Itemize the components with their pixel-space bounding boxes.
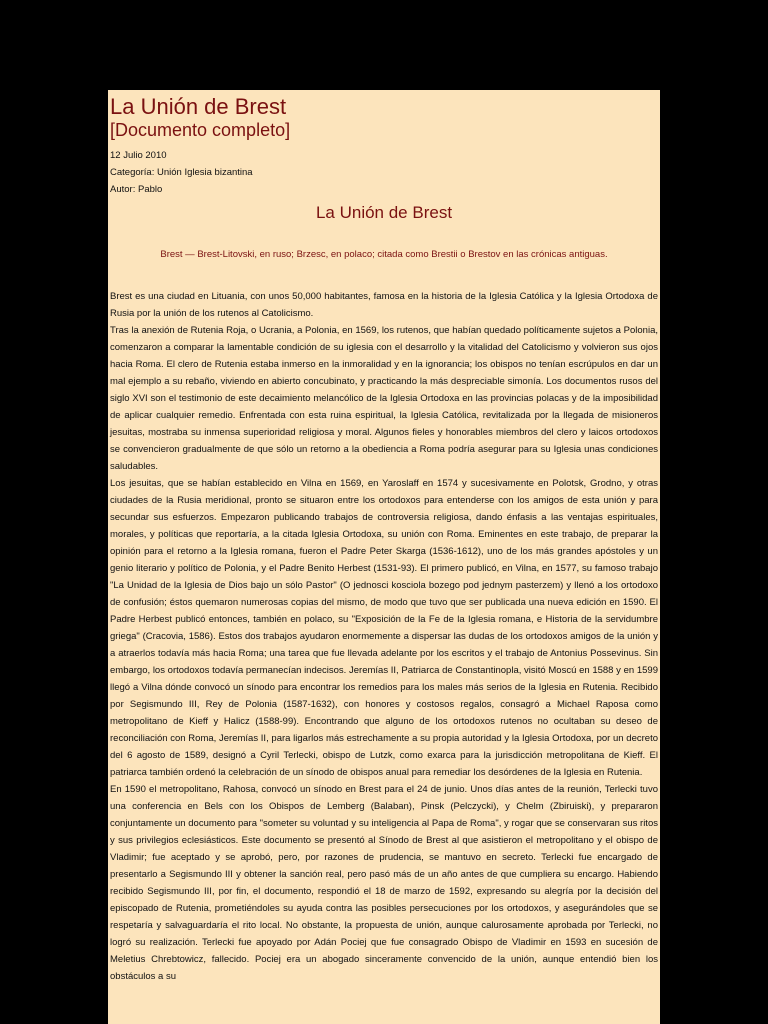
- post-author: Autor: Pablo: [110, 184, 163, 195]
- article-note: Brest — Brest-Litovski, en ruso; Brzesc, en polaco; citada como Brestii o Brestov en las crónicas antiguas.: [160, 249, 608, 260]
- paragraph: Tras la anexión de Rutenia Roja, o Ucrania, a Polonia, en 1569, los rutenos, que habían quedado políticamente sujetos a Polonia, comenzaron a comparar la lamentable condición de su iglesia con el desarrollo y la vitalidad del Catolicismo y volvieron sus ojos hacia Roma. El clero de Rutenia estaba inmerso en la inmoralidad y en la ignorancia; los obispos no tenían escrúpulos en dar un mal ejemplo a su rebaño, viviendo en abierto concubinato, y practicando la más despreciable simonía. Los documentos rusos del siglo XVI son el testimonio de este decaimiento melancólico de la Iglesia Ortodoxa en las provincias polacas y de la imposibilidad de aplicar cualquier remedio. Enfrentada con esta ruina espiritual, la Iglesia Católica, revitalizada por la llegada de misioneros jesuitas, mostraba su inmensa superioridad religiosa y moral. Algunos fieles y honorables miembros del clero y laicos ortodoxos se convencieron gradualmente de que sólo un retorno a la obediencia a Roma podría asegurar para su Iglesia unas condiciones saludables.: [110, 325, 658, 472]
- article-heading: La Unión de Brest: [315, 203, 453, 222]
- page-title: La Unión de Brest: [110, 94, 287, 119]
- document-content: [108, 90, 660, 985]
- paragraph: En 1590 el metropolitano, Rahosa, convocó un sínodo en Brest para el 24 de junio. Unos días antes de la reunión, Terlecki tuvo una conferencia en Bels con los Obispos de Lemberg (Balaban), Pinsk (Pelczycki), y Chelm (Zbiruiski), y prepararon conjuntamente un documento para "someter su voluntad y su inteligencia al Papa de Roma", y rogar que se conservaran sus ritos y sus privilegios eclesiásticos. Este documento se presentó al Sínodo de Brest al que asistieron el metropolitano y el obispo de Vladimir; fue aceptado y se aprobó, pero, por razones de prudencia, se mantuvo en secreto. Terlecki fue encargado de presentarlo a Segismundo III y obtener la sanción real, pero pasó más de un año antes de que cumpliera su encargo. Habiendo recibido Segismundo III, por fin, el documento, respondió el 18 de marzo de 1592, expresando su alegría por la decisión del episcopado de Rutenia, prometiéndoles su ayuda contra las posibles persecuciones por los ortodoxos, y asegurándoles que se respetaría y salvaguardaría el rito local. No obstante, la propuesta de unión, aunque calurosamente aprobada por Terlecki, no logró su realización. Terlecki fue apoyado por Adán Pociej que fue consagrado Obispo de Vladimir en 1593 en sucesión de Meletius Chrebtowicz, fallecido. Pociej era un abogado sinceramente convencido de la unión, aunque entendió bien los obstáculos a su: [110, 784, 658, 982]
- document-page: [108, 90, 660, 1024]
- paragraph: Brest es una ciudad en Lituania, con unos 50,000 habitantes, famosa en la historia de la Iglesia Católica y la Iglesia Ortodoxa de Rusia por la unión de los rutenos al Catolicismo.: [110, 291, 658, 319]
- post-category: Categoría: Unión Iglesia bizantina: [110, 167, 253, 178]
- post-meta: [110, 147, 658, 198]
- post-date: 12 Julio 2010: [110, 150, 167, 161]
- article-body: [110, 288, 658, 985]
- page-subtitle: [Documento completo]: [110, 120, 291, 140]
- paragraph: Los jesuitas, que se habían establecido en Vilna en 1569, en Yaroslaff en 1574 y sucesivamente en Polotsk, Grodno, y otras ciudades de la Rusia meridional, pronto se situaron entre los ortodoxos para entenderse con los amigos de esta unión y para secundar sus esfuerzos. Empezaron publicando trabajos de controversia religiosa, dando énfasis a las ventajas espirituales, morales, y políticas que reportaría, a la citada Iglesia Ortodoxa, su unión con Roma. Eminentes en este trabajo, de preparar la opinión para el retorno a la Iglesia romana, fueron el Padre Peter Skarga (1536-1612), uno de los más grandes apóstoles y un genio literario y político de Polonia, y el Padre Benito Herbest (1531-93). El primero publicó, en Vilna, en 1577, su famoso trabajo "La Unidad de la Iglesia de Dios bajo un sólo Pastor" (O jednosci kosciola bozego pod jednym pasterzem) y llenó a los ortodoxo de confusión; éstos quemaron numerosas copias del mismo, de modo que tuvo que ser publicada una nueva edición en 1590. El Padre Herbest publicó entonces, también en polaco, su "Exposición de la Fe de la Iglesia romana, e Historia de la servidumbre griega" (Cracovia, 1586). Estos dos trabajos ayudaron enormemente a dispersar las dudas de los ortodoxos amigos de la unión y a atraerlos todavía más hacia Roma; una tarea que fue llevada adelante por los escritos y el trabajo de Antonius Possevinus. Sin embargo, los ortodoxos todavía permanecían indecisos. Jeremías II, Patriarca de Constantinopla, visitó Moscú en 1588 y en 1599 llegó a Vilna dónde convocó un sínodo para encontrar los remedios para los males más serios de la Iglesia en Rutenia. Recibido por Segismundo III, Rey de Polonia (1587-1632), con honores y costosos regalos, consagró a Michael Raposa como metropolitano de Kieff y Halicz (1588-99). Encontrando que alguno de los ortodoxos rutenos no ocultaban su deseo de reconciliación con Roma, Jeremías II, para ligarlos más estrechamente a su propia autoridad y la Iglesia Ortodoxa, por un decreto del 6 agosto de 1589, designó a Cyril Terlecki, obispo de Lutzk, como exarca para la jurisdicción metropolitana de Kieff. El patriarca también ordenó la celebración de un sínodo de obispos anual para remediar los desórdenes de la Iglesia en Rutenia.: [110, 478, 658, 778]
